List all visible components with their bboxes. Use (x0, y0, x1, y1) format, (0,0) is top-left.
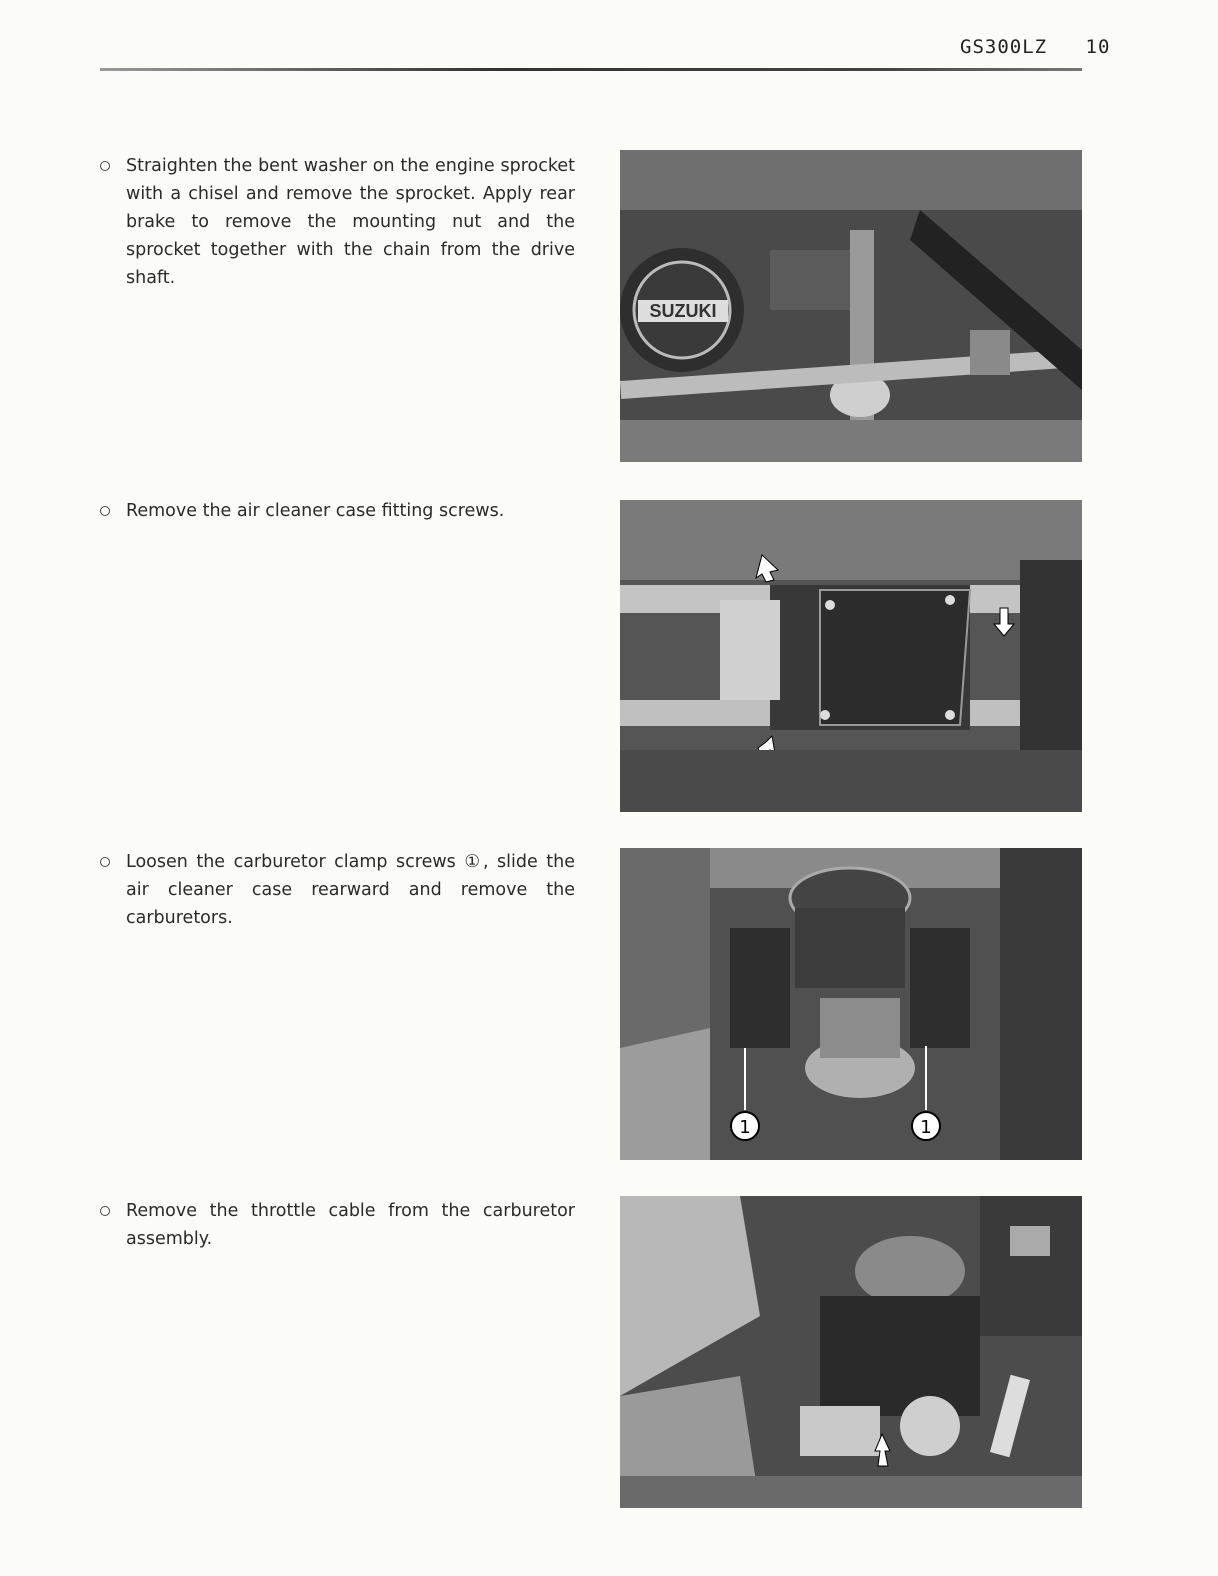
step-text: Straighten the bent washer on the engine sprocket with a chisel and remove the sprocket. Apply rear brake to remove the mounting nut and the sprocket together with the chain from the drive shaft. (126, 156, 575, 288)
photo-carburetor (620, 848, 1082, 1160)
step-text: Remove the air cleaner case fitting screws. (126, 501, 505, 521)
page-header (960, 36, 1110, 58)
callout-number: 1 (739, 1117, 751, 1138)
step-4 (100, 1197, 575, 1253)
step-2 (100, 497, 575, 525)
callout-number: 1 (920, 1117, 932, 1138)
step-text: Remove the throttle cable from the carburetor assembly. (126, 1201, 575, 1249)
engine-sprocket-photo-icon (620, 150, 1082, 462)
header-rule (100, 68, 1082, 71)
step-3 (100, 848, 575, 932)
page-number: 10 (1085, 36, 1111, 58)
photo-air-cleaner-case (620, 500, 1082, 812)
step-1 (100, 152, 575, 292)
air-cleaner-case-photo-icon (620, 500, 1082, 812)
bullet-icon (100, 506, 110, 516)
model-code: GS300LZ (960, 36, 1048, 58)
photo-throttle-cable (620, 1196, 1082, 1508)
photo-engine-sprocket (620, 150, 1082, 462)
throttle-cable-photo-icon (620, 1196, 1082, 1508)
step-text: Loosen the carburetor clamp screws ①, slide the air cleaner case rearward and remove the carburetors. (126, 852, 575, 928)
carburetor-photo-icon (620, 848, 1082, 1160)
bullet-icon (100, 857, 110, 867)
bullet-icon (100, 161, 110, 171)
bullet-icon (100, 1206, 110, 1216)
photo-logo-text: SUZUKI (649, 301, 717, 321)
